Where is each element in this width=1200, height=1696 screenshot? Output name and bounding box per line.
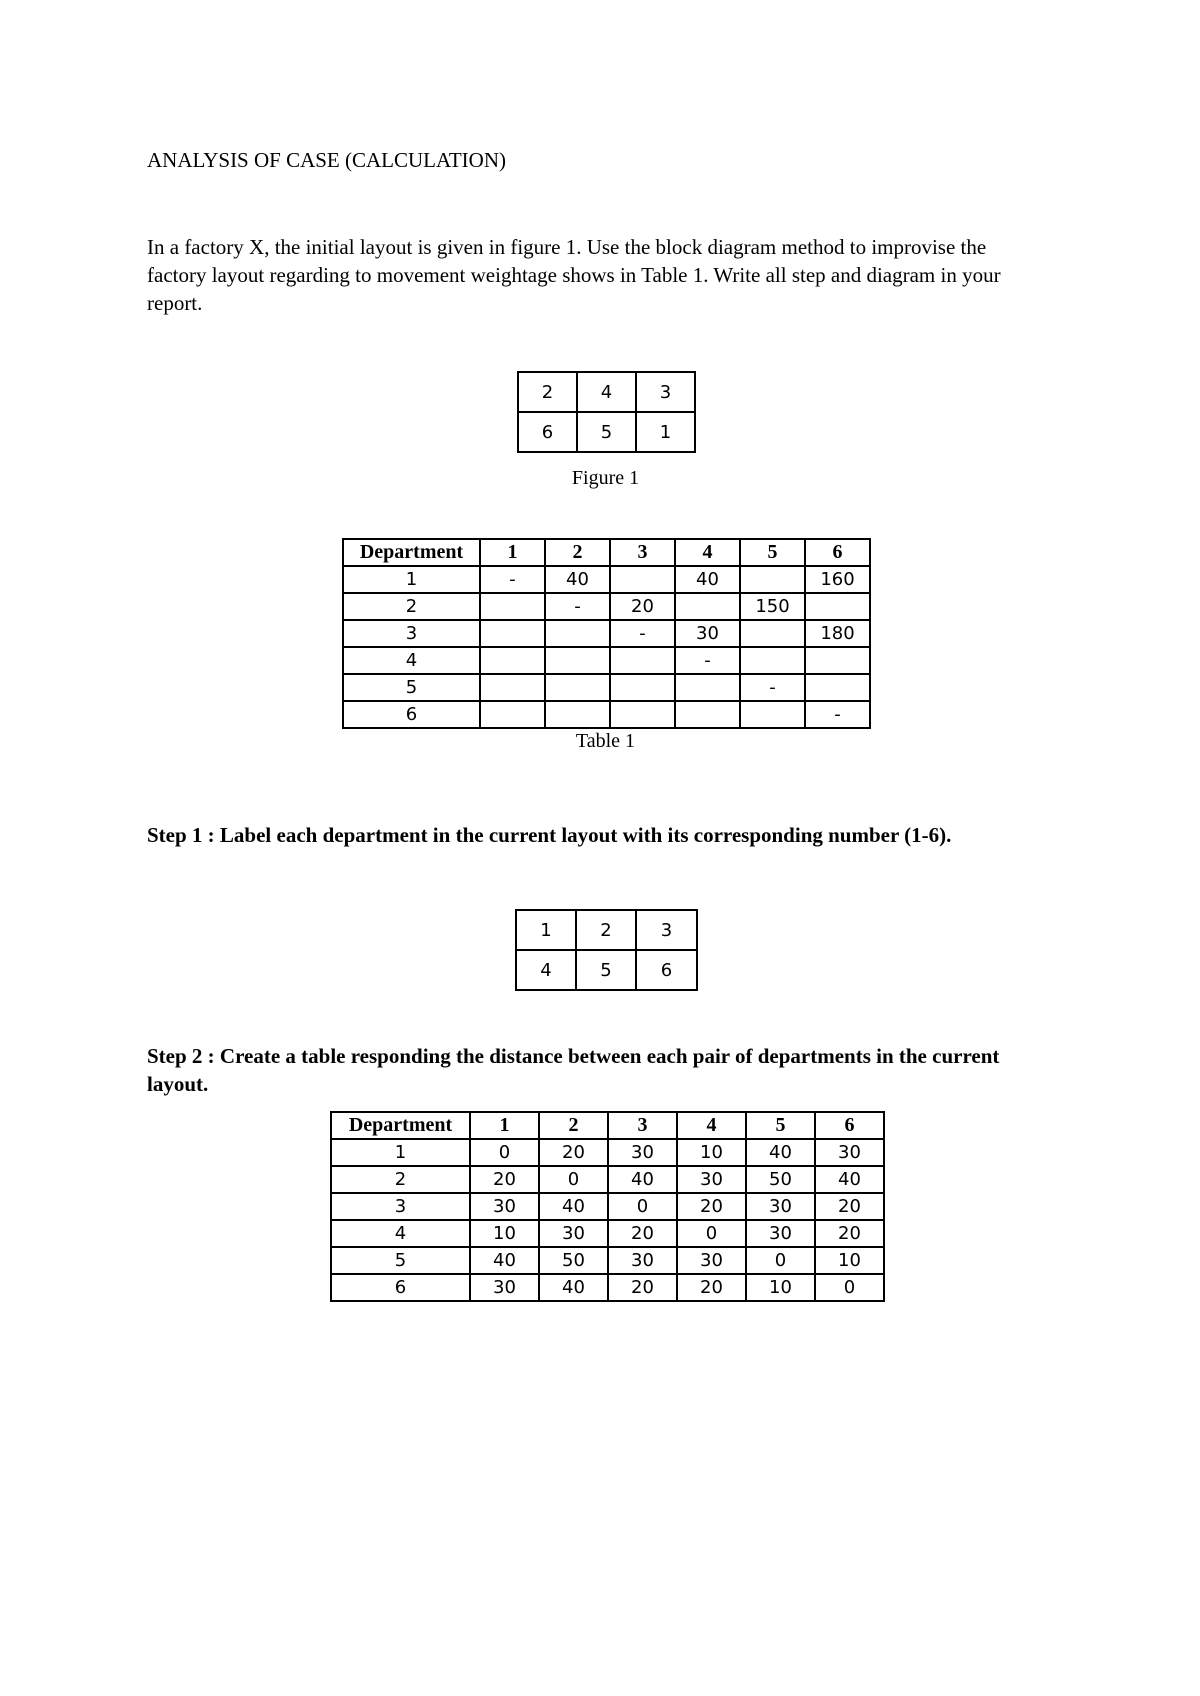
table-cell: 0	[539, 1166, 608, 1193]
column-header: 2	[539, 1112, 608, 1139]
table-cell: 30	[608, 1139, 677, 1166]
step-1-layout	[515, 909, 698, 991]
column-header: 4	[675, 539, 740, 566]
table-cell: 0	[677, 1220, 746, 1247]
layout-cell: 2	[518, 372, 577, 412]
table-cell	[675, 674, 740, 701]
table-cell: -	[740, 674, 805, 701]
table-cell: -	[675, 647, 740, 674]
table-cell: 2	[331, 1166, 470, 1193]
table-cell: 40	[539, 1274, 608, 1301]
layout-cell: 3	[636, 372, 695, 412]
table-row	[343, 566, 870, 593]
step-2-heading-line-2: layout.	[147, 1072, 209, 1096]
table-cell: 2	[343, 593, 480, 620]
table-cell: 5	[343, 674, 480, 701]
table-cell: 30	[677, 1166, 746, 1193]
column-header: Department	[343, 539, 480, 566]
table-cell	[480, 620, 545, 647]
table-cell: -	[545, 593, 610, 620]
table-cell: 30	[746, 1193, 815, 1220]
table-cell	[610, 674, 675, 701]
table-cell: 20	[815, 1193, 884, 1220]
table-cell: 30	[470, 1274, 539, 1301]
column-header: 6	[805, 539, 870, 566]
table-cell: 0	[470, 1139, 539, 1166]
table-cell: 3	[343, 620, 480, 647]
column-header: 1	[470, 1112, 539, 1139]
table-cell: 6	[331, 1274, 470, 1301]
column-header: 4	[677, 1112, 746, 1139]
table-cell	[545, 647, 610, 674]
intro-line-2: factory layout regarding to movement weightage shows in Table 1. Write all step and diagram in your	[147, 263, 1001, 287]
table-row	[331, 1193, 884, 1220]
table-cell: 10	[470, 1220, 539, 1247]
table-cell: 20	[470, 1166, 539, 1193]
table-cell: 20	[539, 1139, 608, 1166]
table-row	[343, 647, 870, 674]
table-cell	[610, 566, 675, 593]
layout-cell: 1	[636, 412, 695, 452]
layout-cell: 6	[518, 412, 577, 452]
table-cell: 10	[746, 1274, 815, 1301]
table-cell: 40	[608, 1166, 677, 1193]
page-title: ANALYSIS OF CASE (CALCULATION)	[147, 148, 506, 172]
column-header: 3	[608, 1112, 677, 1139]
table-cell	[610, 701, 675, 728]
table-cell: 160	[805, 566, 870, 593]
figure-1-caption: Figure 1	[571, 467, 640, 489]
step-1-heading: Step 1 : Label each department in the current layout with its corresponding number (1-6).	[147, 823, 952, 847]
table-cell: 20	[608, 1220, 677, 1247]
table-cell: 0	[815, 1274, 884, 1301]
table-cell: 40	[675, 566, 740, 593]
layout-cell: 5	[576, 950, 636, 990]
intro-line-3: report.	[147, 291, 203, 315]
column-header: 6	[815, 1112, 884, 1139]
table-cell: 30	[746, 1220, 815, 1247]
table-cell	[610, 647, 675, 674]
table-cell: 20	[815, 1220, 884, 1247]
table-cell	[545, 620, 610, 647]
table-cell	[675, 701, 740, 728]
table-cell	[545, 701, 610, 728]
table-cell: 1	[331, 1139, 470, 1166]
layout-cell: 4	[577, 372, 636, 412]
table-cell: 4	[343, 647, 480, 674]
table-cell	[545, 674, 610, 701]
table-cell: 10	[677, 1139, 746, 1166]
table-cell: 40	[545, 566, 610, 593]
table-cell: 40	[470, 1247, 539, 1274]
table-row	[331, 1274, 884, 1301]
intro-line-1: In a factory X, the initial layout is given in figure 1. Use the block diagram method to improvise the	[147, 235, 987, 259]
table-cell: -	[480, 566, 545, 593]
table-cell: -	[610, 620, 675, 647]
column-header: 2	[545, 539, 610, 566]
table-cell: 50	[746, 1166, 815, 1193]
table-row	[343, 674, 870, 701]
layout-cell: 6	[636, 950, 697, 990]
table-row	[331, 1247, 884, 1274]
table-cell: 20	[677, 1274, 746, 1301]
table-cell: 10	[815, 1247, 884, 1274]
table-cell	[480, 674, 545, 701]
table-cell: 30	[675, 620, 740, 647]
table-row	[331, 1220, 884, 1247]
table-cell	[740, 620, 805, 647]
table-1-caption: Table 1	[575, 730, 636, 752]
table-cell	[740, 647, 805, 674]
column-header: 3	[610, 539, 675, 566]
table-cell: 30	[539, 1220, 608, 1247]
table-row	[343, 701, 870, 728]
table-cell: 30	[677, 1247, 746, 1274]
column-header: 1	[480, 539, 545, 566]
table-cell: 3	[331, 1193, 470, 1220]
table-cell	[675, 593, 740, 620]
table-cell	[805, 647, 870, 674]
table-cell: 40	[746, 1139, 815, 1166]
table-cell	[740, 701, 805, 728]
step-2-distance-table	[330, 1111, 885, 1302]
table-cell: 30	[608, 1247, 677, 1274]
table-cell: 30	[815, 1139, 884, 1166]
layout-cell: 2	[576, 910, 636, 950]
table-cell	[480, 647, 545, 674]
table-row	[343, 620, 870, 647]
table-cell	[805, 674, 870, 701]
table-cell: 6	[343, 701, 480, 728]
table-row	[331, 1139, 884, 1166]
table-cell	[805, 593, 870, 620]
table-cell: 40	[539, 1193, 608, 1220]
table-cell: 150	[740, 593, 805, 620]
table-cell: 180	[805, 620, 870, 647]
layout-cell: 1	[516, 910, 576, 950]
column-header: 5	[740, 539, 805, 566]
table-cell: 40	[815, 1166, 884, 1193]
table-cell: 30	[470, 1193, 539, 1220]
table-cell	[480, 701, 545, 728]
table-cell: 20	[677, 1193, 746, 1220]
table-cell: 4	[331, 1220, 470, 1247]
table-cell: 0	[608, 1193, 677, 1220]
table-cell: 50	[539, 1247, 608, 1274]
figure-1-layout	[517, 371, 696, 453]
layout-cell: 5	[577, 412, 636, 452]
step-2-heading-line-1: Step 2 : Create a table responding the distance between each pair of departments in the current	[147, 1044, 1000, 1068]
table-cell	[480, 593, 545, 620]
table-cell	[740, 566, 805, 593]
table-cell: 0	[746, 1247, 815, 1274]
layout-cell: 4	[516, 950, 576, 990]
table-cell: 20	[610, 593, 675, 620]
table-1-weightage	[342, 538, 871, 729]
table-cell: 1	[343, 566, 480, 593]
column-header: 5	[746, 1112, 815, 1139]
column-header: Department	[331, 1112, 470, 1139]
table-row	[343, 593, 870, 620]
table-cell: 20	[608, 1274, 677, 1301]
table-cell: -	[805, 701, 870, 728]
table-row	[331, 1166, 884, 1193]
table-cell: 5	[331, 1247, 470, 1274]
layout-cell: 3	[636, 910, 697, 950]
